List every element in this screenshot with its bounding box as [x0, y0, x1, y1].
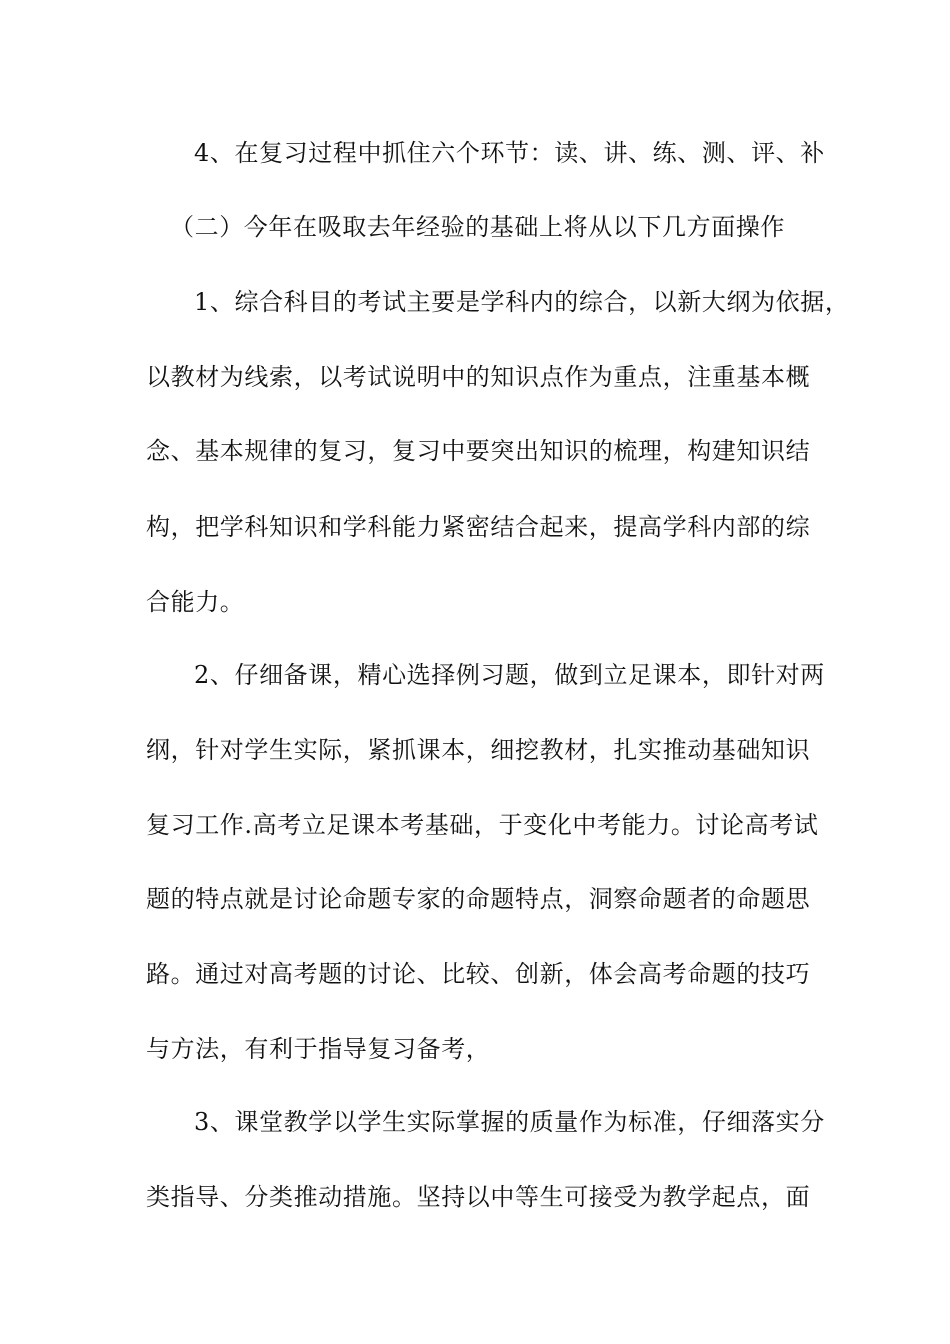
paragraph-line: 构，把学科知识和学科能力紧密结合起来，提高学科内部的综: [146, 513, 811, 541]
paragraph-line: 以教材为线索，以考试说明中的知识点作为重点，注重基本概: [146, 363, 811, 391]
paragraph-line: 4、在复习过程中抓住六个环节：读、讲、练、测、评、补: [194, 139, 825, 167]
paragraph-line: 念、基本规律的复习，复习中要突出知识的梳理，构建知识结: [146, 437, 811, 465]
paragraph-line: 合能力。: [146, 588, 245, 616]
paragraph-line: 2、仔细备课，精心选择例习题，做到立足课本，即针对两: [194, 661, 825, 689]
paragraph-line: 题的特点就是讨论命题专家的命题特点，洞察命题者的命题思: [146, 885, 811, 913]
paragraph-line: 与方法，有利于指导复习备考，: [146, 1035, 491, 1063]
paragraph-line: 1、综合科目的考试主要是学科内的综合，以新大纲为依据，: [194, 288, 850, 316]
paragraph-line: 路。通过对高考题的讨论、比较、创新，体会高考命题的技巧: [146, 960, 811, 988]
section-heading: （二）今年在吸取去年经验的基础上将从以下几方面操作: [170, 213, 785, 241]
paragraph-line: 复习工作.高考立足课本考基础，于变化中考能力。讨论高考试: [146, 811, 819, 839]
paragraph-line: 纲，针对学生实际，紧抓课本，细挖教材，扎实推动基础知识: [146, 736, 811, 764]
paragraph-line: 3、课堂教学以学生实际掌握的质量作为标准，仔细落实分: [194, 1108, 825, 1136]
paragraph-line: 类指导、分类推动措施。坚持以中等生可接受为教学起点，面: [146, 1183, 811, 1211]
